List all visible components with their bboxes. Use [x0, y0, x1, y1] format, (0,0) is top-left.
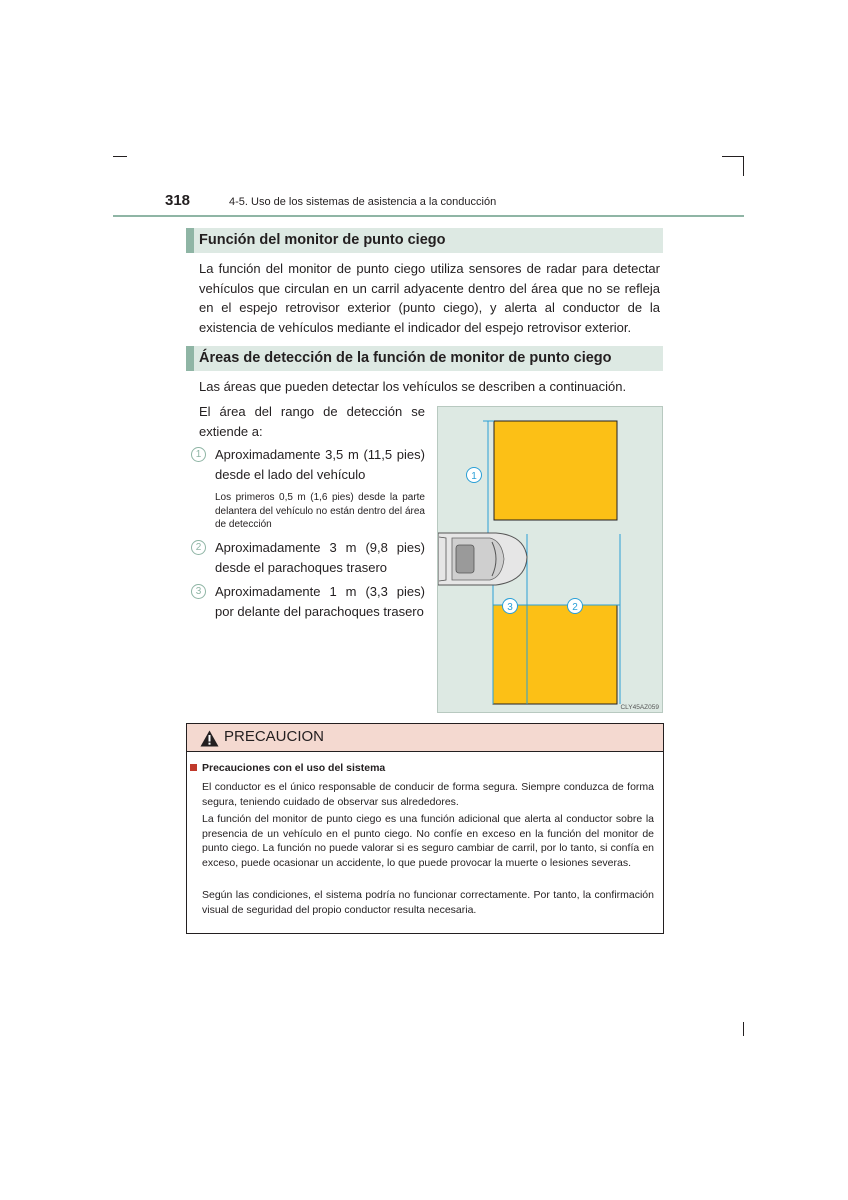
diagram-svg: [438, 407, 662, 712]
label-2-badge: [568, 599, 583, 614]
section-heading-detection-areas: [186, 346, 663, 371]
detection-note: Los primeros 0,5 m (1,6 pies) desde la parte delantera del vehículo no están dentro del área de detección: [215, 492, 425, 530]
section-heading-function: [186, 228, 663, 253]
list-item: [191, 582, 425, 622]
label-3-badge: [503, 599, 518, 614]
label-2-text: 2: [572, 602, 578, 613]
crop-mark-top-right-h: [722, 156, 744, 157]
label-3-text: 3: [507, 602, 513, 613]
side-detection-zone: [494, 421, 617, 520]
bullet-square-icon: [190, 764, 197, 771]
caution-paragraph: La función del monitor de punto ciego es una función adicional que alerta al conductor sobre la presencia de un vehículo en el punto ciego. No confíe en exceso en la función del monitor de punto ciego. La función no puede valorar si es seguro cambiar de carril, por lo tanto, si confía en exceso, puede ocasionar un accidente, lo que puede provocar la muerte o lesiones severas.: [202, 813, 654, 869]
crop-mark-top-right-v: [743, 156, 744, 176]
chapter-title: 4-5. Uso de los sistemas de asistencia a la conducción: [229, 196, 497, 208]
item-text: Aproximadamente 3,5 m (11,5 pies) desde el lado del vehículo: [215, 447, 425, 482]
car-icon: [438, 533, 527, 585]
crop-mark-bottom-right: [743, 1022, 744, 1036]
page-number: 318: [165, 192, 191, 209]
rear-detection-zone: [493, 605, 617, 704]
range-intro: El área del rango de detección se extiende a:: [199, 404, 425, 439]
caution-header: [187, 724, 663, 752]
caution-paragraph: El conductor es el único responsable de conducir de forma segura. Siempre conduzca de forma segura, teniendo cuidado de observar sus alrededores.: [202, 781, 654, 808]
label-1-text: 1: [471, 471, 477, 482]
section-title: Áreas de detección de la función de monitor de punto ciego: [199, 350, 612, 366]
detection-area-diagram: [437, 406, 663, 713]
list-item: [191, 445, 425, 485]
item-number-badge: 1: [191, 447, 206, 462]
caution-subtitle-text: Precauciones con el uso del sistema: [202, 762, 386, 774]
item-number-badge: 3: [191, 584, 206, 599]
item-number-badge: 2: [191, 540, 206, 555]
caution-box: [186, 723, 664, 934]
diagram-code: CLY45AZ059: [620, 704, 659, 711]
crop-mark-top-left: [113, 156, 127, 157]
caution-paragraph: Según las condiciones, el sistema podría no funcionar correctamente. Por tanto, la confirmación visual de seguridad del propio conductor resulta necesaria.: [202, 889, 654, 916]
heading-accent-bar: [186, 346, 194, 371]
warning-triangle-icon: [200, 730, 219, 747]
section-body: La función del monitor de punto ciego utiliza sensores de radar para detectar vehículos que circulan en un carril adyacente dentro del área que no se refleja en el espejo retrovisor exterior (punto ciego), y alerta al conductor de la existencia de vehículos mediante el indicador del espejo retrovisor exterior.: [199, 261, 660, 335]
heading-accent-bar: [186, 228, 194, 253]
item-text: Aproximadamente 1 m (3,3 pies) por delante del parachoques trasero: [215, 584, 425, 619]
section-title: Función del monitor de punto ciego: [199, 232, 446, 248]
list-item: [191, 538, 425, 578]
caution-title: PRECAUCION: [224, 728, 325, 745]
detection-intro: Las áreas que pueden detectar los vehículos se describen a continuación.: [199, 379, 627, 394]
header-rule: [113, 215, 744, 217]
label-1-badge: [467, 468, 482, 483]
caution-subtitle: [190, 762, 385, 774]
item-text: Aproximadamente 3 m (9,8 pies) desde el parachoques trasero: [215, 540, 425, 575]
